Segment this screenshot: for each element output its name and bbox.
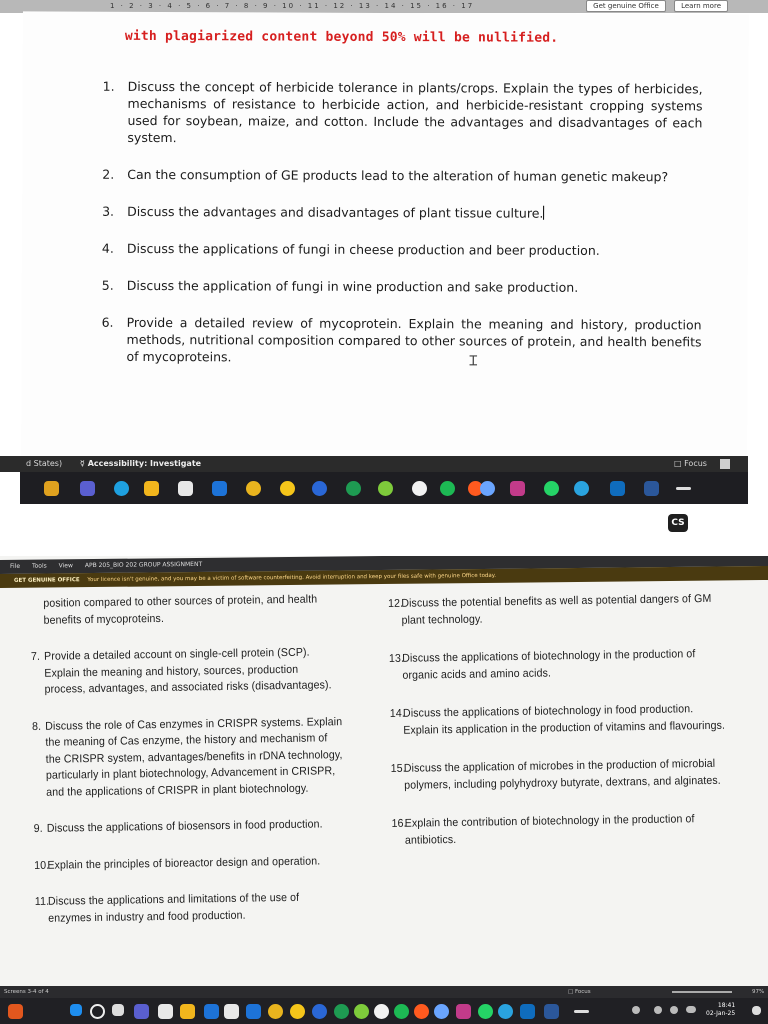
tray-chevron-icon[interactable] xyxy=(632,1006,640,1014)
question-item xyxy=(102,240,702,260)
question-number: 4. xyxy=(101,240,114,256)
task-view-icon[interactable] xyxy=(112,1004,124,1016)
question-item xyxy=(390,701,729,739)
question-item xyxy=(31,644,342,698)
photos-icon[interactable] xyxy=(44,481,59,496)
question-text: Discuss the role of Cas enzymes in CRISPR systems. Explain the meaning of Cas enzyme, the history and mechanism of the CRISPR system, advantages/benefits in rDNA technology, particularly in plant biotechnology, Advancement in CRISPR, and the applications of CRISPR in plant biotechnology. xyxy=(45,715,343,799)
question-number: 16. xyxy=(391,817,407,830)
focus-mode-button[interactable]: □ Focus xyxy=(674,459,707,468)
question-text: Discuss the concept of herbicide tolerance in plants/crops. Explain the types of herbicides, mechanisms of resistance to herbicide action, and herbicide-resistant cropping systems used for soybean, maize, and cotton. Include the advantages and disadvantages of each system. xyxy=(127,78,703,146)
word-icon[interactable] xyxy=(610,481,625,496)
calendar-icon[interactable] xyxy=(480,481,495,496)
question-text: Explain the principles of bioreactor design and operation. xyxy=(47,854,321,872)
print-layout-view-button[interactable] xyxy=(720,459,730,469)
accessibility-label: Accessibility: Investigate xyxy=(87,459,202,468)
get-genuine-office-button[interactable]: Get genuine Office xyxy=(586,0,666,12)
zoom-level[interactable]: 97% xyxy=(752,989,765,995)
question-item xyxy=(102,78,702,149)
battery-icon[interactable] xyxy=(686,1006,696,1013)
chrome-icon[interactable] xyxy=(268,1004,283,1019)
excel-icon[interactable] xyxy=(346,481,361,496)
store-icon[interactable] xyxy=(178,481,193,496)
ibeam-cursor-icon: Ɪ xyxy=(469,353,478,370)
spotify-icon[interactable] xyxy=(374,1004,389,1019)
question-continuation: position compared to other sources of protein, and health benefits of mycoproteins. xyxy=(43,593,318,627)
start-icon[interactable] xyxy=(70,1004,82,1016)
search-app-icon[interactable] xyxy=(290,1004,305,1019)
clock-time: 18:41 xyxy=(717,1002,736,1009)
widgets-icon[interactable] xyxy=(158,1004,173,1019)
page-status[interactable]: Screens 3-4 of 4 xyxy=(4,989,49,995)
question-text: Discuss the application of fungi in wine production and sake production. xyxy=(126,277,579,295)
xbox-icon[interactable] xyxy=(354,1004,369,1019)
files-icon[interactable] xyxy=(180,1004,195,1019)
excel-icon[interactable] xyxy=(334,1004,349,1019)
question-number: 8. xyxy=(31,720,42,733)
question-text: Discuss the applications and limitations of the use of enzymes in industry and food production. xyxy=(47,891,300,925)
question-text: Discuss the applications of biotechnology in the production of organic acids and amino acids. xyxy=(402,648,696,682)
search-app-icon[interactable] xyxy=(280,481,295,496)
telegram-icon[interactable] xyxy=(544,481,559,496)
question-text: Explain the contribution of biotechnology in the production of antibiotics. xyxy=(404,813,695,847)
question-item xyxy=(32,714,343,801)
question-number: 6. xyxy=(101,314,114,330)
whatsapp-icon[interactable] xyxy=(456,1004,471,1019)
question-text: Discuss the advantages and disadvantages of plant tissue culture. xyxy=(127,203,544,221)
weather-icon[interactable] xyxy=(8,1004,23,1019)
left-question-column xyxy=(30,591,365,927)
right-question-column xyxy=(388,590,752,849)
text-cursor xyxy=(543,206,544,220)
question-text: Discuss the applications of biosensors in food production. xyxy=(46,818,323,835)
word-app-icon[interactable] xyxy=(644,481,659,496)
teams-icon[interactable] xyxy=(80,481,95,496)
focus-label: Focus xyxy=(684,459,707,468)
onedrive-icon[interactable] xyxy=(574,481,589,496)
calendar-icon[interactable] xyxy=(224,1004,239,1019)
question-number: 5. xyxy=(101,277,114,293)
teams-icon[interactable] xyxy=(134,1004,149,1019)
question-item xyxy=(102,277,702,297)
menu-tools[interactable]: Tools xyxy=(31,562,47,570)
outlook-icon[interactable] xyxy=(520,1004,535,1019)
spotify-icon[interactable] xyxy=(412,481,427,496)
more-icon[interactable] xyxy=(574,1010,589,1013)
document-page[interactable] xyxy=(21,11,749,458)
app-icon-2[interactable] xyxy=(434,1004,449,1019)
notification-bell-icon[interactable] xyxy=(752,1006,761,1015)
chrome-icon[interactable] xyxy=(246,481,261,496)
focus-mode-button[interactable]: □ Focus xyxy=(568,989,591,995)
question-text: Can the consumption of GE products lead to the alteration of human genetic makeup? xyxy=(127,166,669,185)
document-title[interactable]: APB 205_BIO 202 GROUP ASSIGNMENT xyxy=(84,560,203,570)
question-number: 9. xyxy=(33,822,43,835)
focus-label: Focus xyxy=(574,989,591,995)
volume-icon[interactable] xyxy=(670,1006,678,1014)
question-number: 3. xyxy=(102,203,115,219)
camscanner-logo: CS xyxy=(668,514,688,532)
question-text: Discuss the application of microbes in the production of microbial polymers, including polyhydroxy butyrate, dextrans, and alginates. xyxy=(403,757,721,792)
question-item xyxy=(101,314,701,368)
question-text: Provide a detailed review of mycoprotein. Explain the meaning and history, production methods, nutritional composition compared to other sources of protein, and health benefits of mycoproteins. xyxy=(126,314,702,365)
question-text: Discuss the potential benefits as well as potential dangers of GM plant technology. xyxy=(401,592,712,627)
app-icon[interactable] xyxy=(414,1004,429,1019)
question-number: 7. xyxy=(30,650,41,663)
telegram-icon[interactable] xyxy=(478,1004,493,1019)
question-text: Discuss the applications of biotechnology in food production. Explain its application in the production of vitamins and flavourings. xyxy=(402,703,726,737)
chat-icon[interactable] xyxy=(312,481,327,496)
bottom-photo-panel xyxy=(0,556,768,1024)
get-genuine-office-label[interactable]: GET GENUINE OFFICE xyxy=(14,577,80,584)
ruler-ticks: 1 · 2 · 3 · 4 · 5 · 6 · 7 · 8 · 9 · 10 · 11 · 12 · 13 · 14 · 15 · 16 · 17 xyxy=(110,2,475,10)
licence-warning-text: Your licence isn't genuine, and you may be a victim of software counterfeiting. Avoid interruption and keep your files safe with genuine Office today. xyxy=(87,572,497,584)
firefox-icon[interactable] xyxy=(440,481,455,496)
question-number: 10. xyxy=(34,859,50,872)
network-icon[interactable] xyxy=(654,1006,662,1014)
system-clock[interactable] xyxy=(706,1002,735,1018)
question-number: 15. xyxy=(390,762,406,775)
word-status-bar xyxy=(0,986,768,998)
xbox-icon[interactable] xyxy=(378,481,393,496)
onedrive-icon[interactable] xyxy=(498,1004,513,1019)
store-icon[interactable] xyxy=(204,1004,219,1019)
question-list xyxy=(101,78,702,388)
clock-date: 02-Jan-25 xyxy=(706,1010,736,1017)
edge-icon[interactable] xyxy=(114,481,129,496)
question-number: 14. xyxy=(389,707,406,720)
word-status-bar xyxy=(0,456,748,472)
question-text: Discuss the applications of fungi in cheese production and beer production. xyxy=(126,240,600,258)
question-number: 2. xyxy=(102,166,115,182)
top-photo-panel xyxy=(0,0,768,510)
language-status[interactable]: d States) xyxy=(26,459,63,468)
taskbar xyxy=(20,472,748,504)
accessibility-status[interactable]: ☿ Accessibility: Investigate xyxy=(80,459,202,468)
question-number: 1. xyxy=(102,78,115,94)
firefox-icon[interactable] xyxy=(394,1004,409,1019)
question-number: 11. xyxy=(34,895,50,908)
question-item xyxy=(389,646,728,684)
mail-icon[interactable] xyxy=(246,1004,261,1019)
files-icon[interactable] xyxy=(144,481,159,496)
question-item xyxy=(35,889,346,927)
menu-view[interactable]: View xyxy=(58,562,73,570)
menu-file[interactable]: File xyxy=(10,562,21,570)
chat-icon[interactable] xyxy=(312,1004,327,1019)
question-text: Provide a detailed account on single-cell protein (SCP). Explain the meaning and history, sources, production process, advantages, and associated risks (disadvantages). xyxy=(44,646,332,696)
mail-icon[interactable] xyxy=(212,481,227,496)
plagiarism-warning: with plagiarized content beyond 50% will be nullified. xyxy=(124,28,559,46)
question-item xyxy=(102,203,702,223)
word-icon[interactable] xyxy=(544,1004,559,1019)
question-item xyxy=(391,756,730,794)
whatsapp-icon[interactable] xyxy=(510,481,525,496)
question-number: 12. xyxy=(388,597,404,610)
search-icon[interactable] xyxy=(90,1004,105,1019)
question-item xyxy=(102,166,702,186)
question-item xyxy=(391,811,730,849)
question-number: 13. xyxy=(388,652,405,665)
zoom-slider[interactable] xyxy=(672,991,732,993)
learn-more-button[interactable]: Learn more xyxy=(674,0,728,12)
more-icon[interactable] xyxy=(676,487,691,490)
question-item xyxy=(388,591,727,629)
